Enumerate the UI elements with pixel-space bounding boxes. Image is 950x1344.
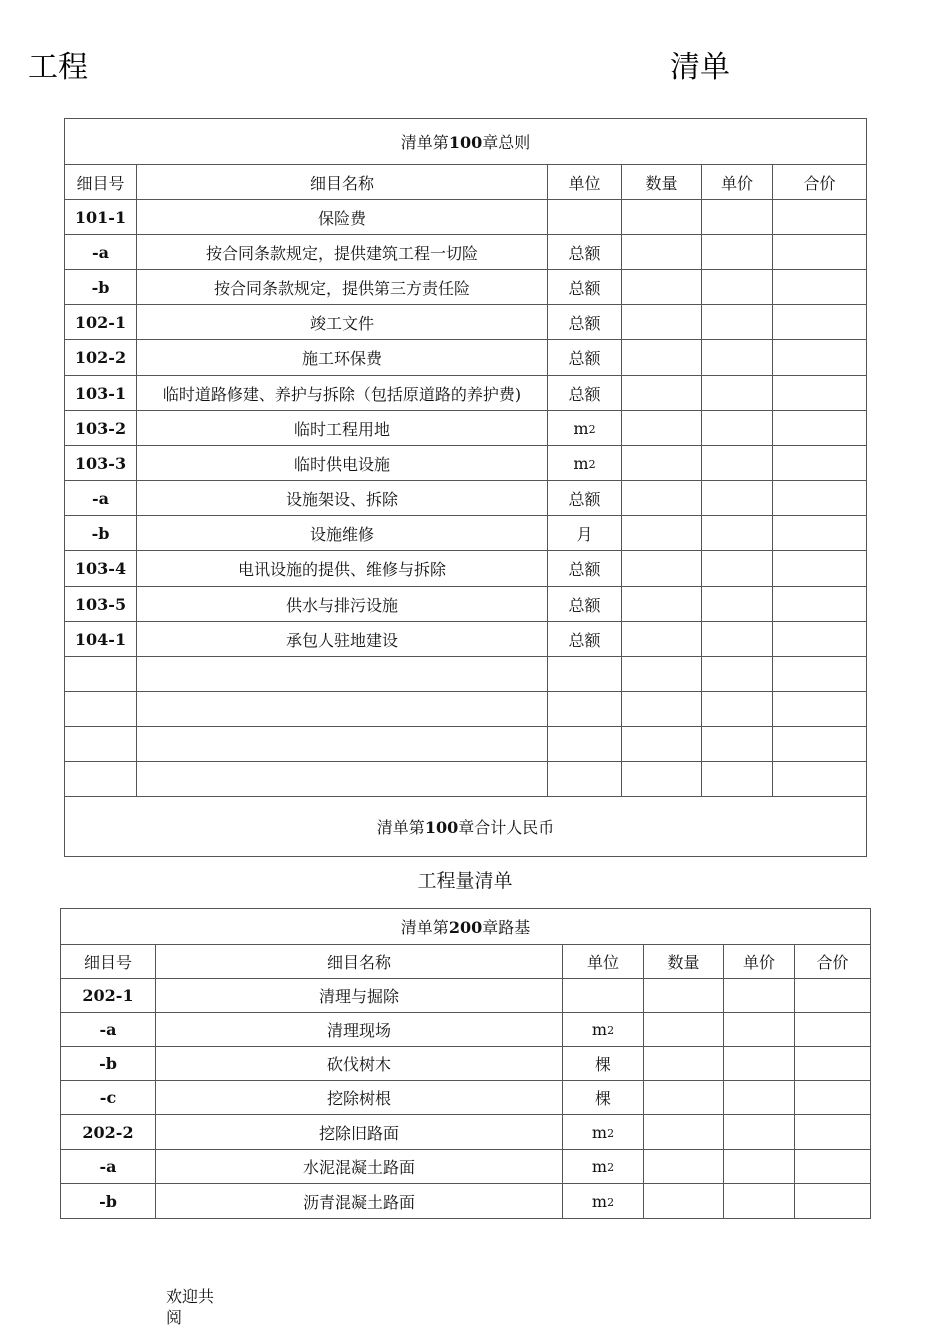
item-unit: $m^2$ xyxy=(548,446,622,481)
unit-price-cell[interactable] xyxy=(702,481,773,516)
empty-row xyxy=(65,657,867,692)
item-name: 砍伐树木 xyxy=(156,1047,563,1081)
quantity-cell[interactable] xyxy=(622,587,702,622)
unit-price-cell[interactable] xyxy=(702,411,773,446)
unit-price-cell[interactable] xyxy=(702,551,773,587)
item-name: 竣工文件 xyxy=(137,305,548,340)
table-row xyxy=(61,1047,871,1081)
column-header-unit-price: 单价 xyxy=(724,945,795,979)
empty-row xyxy=(65,727,867,762)
unit-price-cell[interactable] xyxy=(702,587,773,622)
unit-price-cell[interactable] xyxy=(702,305,773,340)
unit-price-cell[interactable] xyxy=(724,1047,795,1081)
quantity-cell[interactable] xyxy=(622,305,702,340)
column-header-unit-price: 单价 xyxy=(702,165,773,200)
item-code: 102-2 xyxy=(65,340,137,376)
item-unit: 总额 xyxy=(548,235,622,270)
quantity-cell[interactable] xyxy=(644,1013,724,1047)
quantity-cell[interactable] xyxy=(622,411,702,446)
quantity-cell[interactable] xyxy=(622,446,702,481)
item-unit: 总额 xyxy=(548,270,622,305)
table-row xyxy=(65,200,867,235)
item-name: 承包人驻地建设 xyxy=(137,622,548,657)
item-name: 挖除树根 xyxy=(156,1081,563,1115)
unit-price-cell[interactable] xyxy=(724,979,795,1013)
amount-cell[interactable] xyxy=(773,481,867,516)
item-name: 挖除旧路面 xyxy=(156,1115,563,1150)
item-code: -a xyxy=(65,481,137,516)
unit-price-cell[interactable] xyxy=(724,1013,795,1047)
unit-price-cell[interactable] xyxy=(724,1115,795,1150)
item-unit: 总额 xyxy=(548,481,622,516)
item-unit: 总额 xyxy=(548,551,622,587)
quantity-cell[interactable] xyxy=(644,1115,724,1150)
table-caption: 清单第100章总则 xyxy=(65,119,867,165)
table-row xyxy=(65,587,867,622)
item-code: -b xyxy=(65,516,137,551)
table-row xyxy=(61,1150,871,1184)
quantity-cell[interactable] xyxy=(622,270,702,305)
table-row xyxy=(61,1013,871,1047)
quantity-cell[interactable] xyxy=(622,340,702,376)
item-unit xyxy=(548,200,622,235)
table-row xyxy=(61,1184,871,1219)
column-header-row xyxy=(65,165,867,200)
item-unit: 棵 xyxy=(563,1047,644,1081)
quantity-cell[interactable] xyxy=(622,481,702,516)
table-row xyxy=(61,1081,871,1115)
document-title-right: 清单 xyxy=(670,50,730,85)
column-header-unit: 单位 xyxy=(548,165,622,200)
column-header-name: 细目名称 xyxy=(156,945,563,979)
unit-price-cell[interactable] xyxy=(702,270,773,305)
amount-cell[interactable] xyxy=(773,340,867,376)
unit-price-cell[interactable] xyxy=(702,376,773,411)
item-name: 电讯设施的提供、维修与拆除 xyxy=(137,551,548,587)
table-row xyxy=(61,1115,871,1150)
quantity-cell[interactable] xyxy=(622,200,702,235)
quantity-cell[interactable] xyxy=(644,1184,724,1219)
item-unit: $m^2$ xyxy=(563,1184,644,1219)
item-name: 供水与排污设施 xyxy=(137,587,548,622)
item-unit: $m^2$ xyxy=(563,1150,644,1184)
unit-price-cell[interactable] xyxy=(724,1150,795,1184)
amount-cell[interactable] xyxy=(773,587,867,622)
amount-cell[interactable] xyxy=(773,622,867,657)
item-name: 施工环保费 xyxy=(137,340,548,376)
item-unit: 总额 xyxy=(548,587,622,622)
column-header-amount: 合价 xyxy=(773,165,867,200)
amount-cell[interactable] xyxy=(795,979,871,1013)
column-header-quantity: 数量 xyxy=(644,945,724,979)
item-unit: 月 xyxy=(548,516,622,551)
item-code: -c xyxy=(61,1081,156,1115)
bill-table-chapter-100 xyxy=(64,118,867,857)
column-header-quantity: 数量 xyxy=(622,165,702,200)
column-header-row xyxy=(61,945,871,979)
item-code: -a xyxy=(65,235,137,270)
table-row xyxy=(65,516,867,551)
table-row xyxy=(65,340,867,376)
item-unit xyxy=(563,979,644,1013)
amount-cell[interactable] xyxy=(773,235,867,270)
item-unit: $m^2$ xyxy=(563,1013,644,1047)
item-code: 103-3 xyxy=(65,446,137,481)
item-name: 设施架设、拆除 xyxy=(137,481,548,516)
item-name: 按合同条款规定，提供建筑工程一切险 xyxy=(137,235,548,270)
item-code: 103-4 xyxy=(65,551,137,587)
table-row xyxy=(65,481,867,516)
item-code: -a xyxy=(61,1013,156,1047)
table-row xyxy=(65,305,867,340)
item-code: 202-2 xyxy=(61,1115,156,1150)
item-unit: 总额 xyxy=(548,340,622,376)
column-header-amount: 合价 xyxy=(795,945,871,979)
footer-note: 欢迎共阅 xyxy=(166,1287,215,1327)
item-name: 清理与掘除 xyxy=(156,979,563,1013)
amount-cell[interactable] xyxy=(795,1184,871,1219)
quantity-cell[interactable] xyxy=(644,1150,724,1184)
table-row xyxy=(65,551,867,587)
item-unit: 总额 xyxy=(548,622,622,657)
chapter-total-row: 清单第100章合计人民币 xyxy=(65,797,867,857)
amount-cell[interactable] xyxy=(773,411,867,446)
item-name: 清理现场 xyxy=(156,1013,563,1047)
quantity-cell[interactable] xyxy=(622,622,702,657)
item-unit: 棵 xyxy=(563,1081,644,1115)
item-code: -b xyxy=(61,1047,156,1081)
unit-price-cell[interactable] xyxy=(724,1184,795,1219)
quantity-cell[interactable] xyxy=(644,979,724,1013)
table-row xyxy=(65,411,867,446)
table-row xyxy=(65,270,867,305)
unit-price-cell[interactable] xyxy=(724,1081,795,1115)
amount-cell[interactable] xyxy=(795,1013,871,1047)
unit-price-cell[interactable] xyxy=(702,622,773,657)
quantity-cell[interactable] xyxy=(644,1081,724,1115)
table-row xyxy=(65,235,867,270)
item-name: 临时供电设施 xyxy=(137,446,548,481)
item-name: 保险费 xyxy=(137,200,548,235)
amount-cell[interactable] xyxy=(773,270,867,305)
amount-cell[interactable] xyxy=(773,200,867,235)
item-name: 临时道路修建、养护与拆除（包括原道路的养护费) xyxy=(137,376,548,411)
column-header-code: 细目号 xyxy=(61,945,156,979)
quantity-cell[interactable] xyxy=(622,551,702,587)
item-code: 102-1 xyxy=(65,305,137,340)
item-code: 202-1 xyxy=(61,979,156,1013)
item-unit: 总额 xyxy=(548,305,622,340)
amount-cell[interactable] xyxy=(795,1047,871,1081)
table-row xyxy=(61,979,871,1013)
amount-cell[interactable] xyxy=(773,516,867,551)
amount-cell[interactable] xyxy=(773,551,867,587)
item-code: 103-5 xyxy=(65,587,137,622)
table-caption: 清单第200章路基 xyxy=(61,909,871,945)
amount-cell[interactable] xyxy=(773,376,867,411)
item-name: 沥青混凝土路面 xyxy=(156,1184,563,1219)
item-name: 水泥混凝土路面 xyxy=(156,1150,563,1184)
table-row xyxy=(65,622,867,657)
item-code: 103-2 xyxy=(65,411,137,446)
quantity-cell[interactable] xyxy=(622,376,702,411)
quantity-cell[interactable] xyxy=(622,235,702,270)
item-code: -b xyxy=(65,270,137,305)
column-header-name: 细目名称 xyxy=(137,165,548,200)
item-unit: $m^2$ xyxy=(563,1115,644,1150)
unit-price-cell[interactable] xyxy=(702,516,773,551)
unit-price-cell[interactable] xyxy=(702,446,773,481)
unit-price-cell[interactable] xyxy=(702,200,773,235)
quantity-cell[interactable] xyxy=(622,516,702,551)
quantity-cell[interactable] xyxy=(644,1047,724,1081)
item-code: 103-1 xyxy=(65,376,137,411)
amount-cell[interactable] xyxy=(773,305,867,340)
item-code: -a xyxy=(61,1150,156,1184)
item-unit: 总额 xyxy=(548,376,622,411)
table-row xyxy=(65,446,867,481)
amount-cell[interactable] xyxy=(795,1150,871,1184)
amount-cell[interactable] xyxy=(795,1115,871,1150)
item-name: 设施维修 xyxy=(137,516,548,551)
unit-price-cell[interactable] xyxy=(702,340,773,376)
bill-table-chapter-200 xyxy=(60,908,871,1219)
table-row xyxy=(65,376,867,411)
item-name: 按合同条款规定，提供第三方责任险 xyxy=(137,270,548,305)
empty-row xyxy=(65,692,867,727)
item-code: 104-1 xyxy=(65,622,137,657)
amount-cell[interactable] xyxy=(795,1081,871,1115)
column-header-unit: 单位 xyxy=(563,945,644,979)
amount-cell[interactable] xyxy=(773,446,867,481)
item-code: 101-1 xyxy=(65,200,137,235)
empty-row xyxy=(65,762,867,797)
unit-price-cell[interactable] xyxy=(702,235,773,270)
item-name: 临时工程用地 xyxy=(137,411,548,446)
item-unit: $m^2$ xyxy=(548,411,622,446)
column-header-code: 细目号 xyxy=(65,165,137,200)
section-title: 工程量清单 xyxy=(417,870,513,892)
item-code: -b xyxy=(61,1184,156,1219)
document-title-left: 工程 xyxy=(28,50,88,85)
